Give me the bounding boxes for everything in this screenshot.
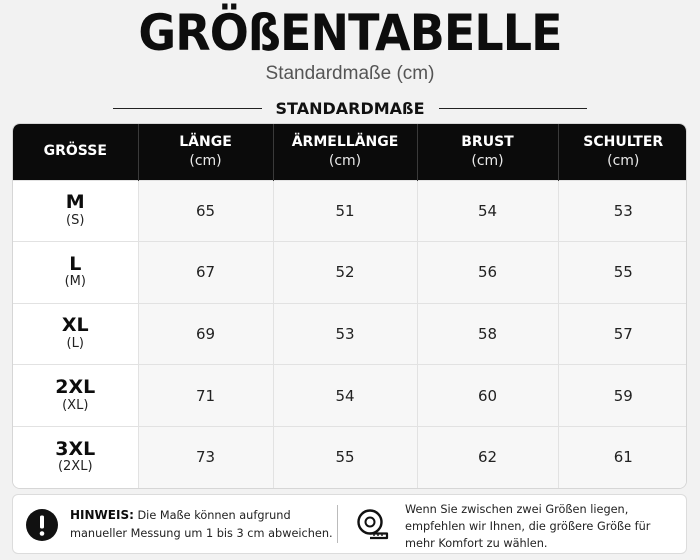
sleeve-length-cell: 51 [273,180,417,242]
chest-cell: 54 [417,180,558,242]
shoulder-cell: 53 [558,180,687,242]
size-recommendation-note: Wenn Sie zwischen zwei Größen liegen, empfehlen wir Ihnen, die größere Größe für mehr Komfort zu wählen. [405,503,651,550]
size-cell [13,242,138,304]
column-header-length [138,124,273,180]
chest-cell: 58 [417,303,558,365]
note-text: Die Maße können aufgrund manueller Messung um 1 bis 3 cm abweichen. [70,509,333,541]
length-cell: 65 [138,180,273,242]
page-subtitle: Standardmaße (cm) [265,63,435,84]
shoulder-cell: 55 [558,242,687,304]
column-header-label: BRUST [461,133,514,150]
column-header-chest [417,124,558,180]
measuring-tape-icon [356,508,390,540]
table-row [13,303,687,365]
size-cell [13,303,138,365]
size-alt-label: (2XL) [57,459,93,475]
chest-cell: 62 [417,426,558,488]
column-header-unit: (cm) [471,152,504,169]
chest-cell: 56 [417,242,558,304]
page-title: GRÖßENTABELLE [138,4,562,62]
chest-cell: 60 [417,365,558,427]
length-cell: 67 [138,242,273,304]
exclamation-icon [26,509,58,541]
column-header-size [13,124,138,180]
sleeve-length-cell: 55 [273,426,417,488]
section-rule-left [113,108,262,109]
note-label: HINWEIS: [70,508,134,522]
column-header-sleeve-length [273,124,417,180]
length-cell: 71 [138,365,273,427]
size-alt-label: (L) [66,335,84,351]
footer-notes [12,494,687,554]
size-alt-label: (XL) [62,397,89,413]
sleeve-length-cell: 52 [273,242,417,304]
size-label: 3XL [55,437,96,460]
table-row [13,180,687,242]
section-label: STANDARDMAßE [275,98,425,118]
section-rule-right [439,108,588,109]
size-label: L [69,252,82,275]
column-header-label: GRÖSSE [43,143,107,160]
size-cell [13,365,138,427]
table-row [13,426,687,488]
column-header-label: LÄNGE [179,133,232,150]
section-heading [113,97,587,119]
shoulder-cell: 61 [558,426,687,488]
sleeve-length-cell: 54 [273,365,417,427]
size-label: 2XL [55,375,96,398]
size-alt-label: (S) [66,212,85,228]
table-header-row [13,124,687,180]
size-label: XL [61,314,89,337]
size-cell [13,180,138,242]
size-table [12,123,687,489]
footer-divider [337,505,338,543]
column-header-label: SCHULTER [583,133,664,150]
shoulder-cell: 59 [558,365,687,427]
length-cell: 69 [138,303,273,365]
column-header-unit: (cm) [607,152,640,169]
column-header-label: ÄRMELLÄNGE [291,133,399,150]
column-header-unit: (cm) [189,152,222,169]
sleeve-length-cell: 53 [273,303,417,365]
shoulder-cell: 57 [558,303,687,365]
length-cell: 73 [138,426,273,488]
size-alt-label: (M) [64,274,86,290]
size-label: M [65,190,85,213]
table-row [13,242,687,304]
column-header-shoulder [558,124,687,180]
table-row [13,365,687,427]
measurement-note [70,506,335,543]
column-header-unit: (cm) [328,152,362,169]
size-cell [13,426,138,488]
